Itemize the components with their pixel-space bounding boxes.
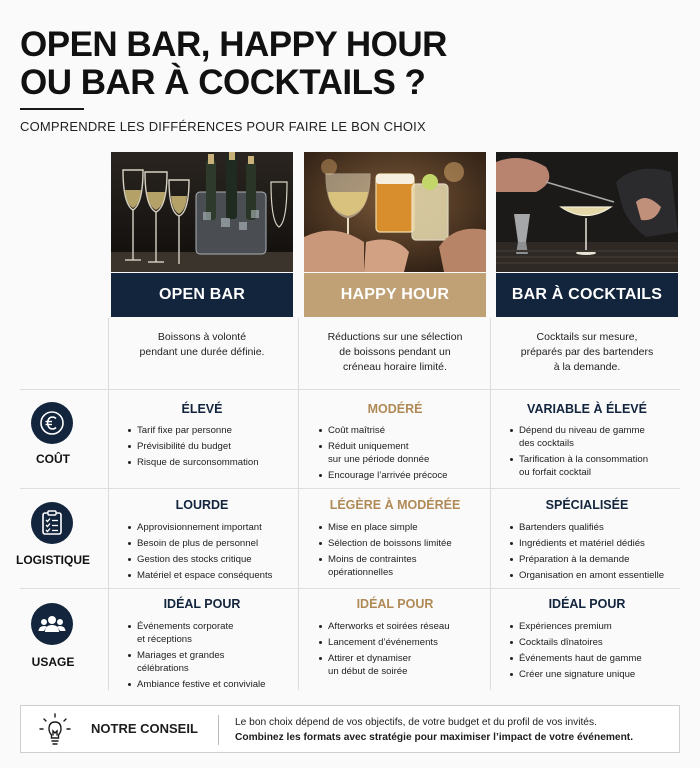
bullet-list bbox=[509, 521, 684, 585]
bullet-list bbox=[318, 521, 493, 582]
column-divider bbox=[108, 318, 109, 690]
lightbulb-icon bbox=[37, 712, 73, 748]
row-label-usage: USAGE bbox=[31, 655, 75, 669]
cell-title-cout-happy-hour: MODÉRÉ bbox=[367, 402, 423, 416]
list-item: Tarif fixe par personne bbox=[127, 424, 302, 437]
description-text: Boissons à volonté pendant une durée définie. bbox=[139, 331, 265, 358]
list-item: Cocktails dînatoires bbox=[509, 636, 684, 649]
title-underline bbox=[20, 108, 84, 110]
bullet-list bbox=[318, 424, 493, 485]
cell-title-logistique-happy-hour: LÉGÈRE À MODÉRÉE bbox=[329, 498, 461, 512]
cell-title-cout-bar-a-cocktails: VARIABLE À ÉLEVÉ bbox=[527, 402, 647, 416]
list-item: Lancement d’événements bbox=[318, 636, 493, 649]
column-header-bar-a-cocktails: BAR À COCKTAILS bbox=[496, 273, 678, 317]
conseil-box bbox=[20, 705, 680, 753]
cell-title-logistique-bar-a-cocktails: SPÉCIALISÉE bbox=[545, 498, 629, 512]
list-item: Matériel et espace conséquents bbox=[127, 569, 302, 582]
title-line-2: OU BAR À COCKTAILS ? bbox=[20, 63, 426, 102]
row-divider bbox=[20, 588, 680, 589]
row-divider bbox=[20, 488, 680, 489]
conseil-text-line-1: Le bon choix dépend de vos objectifs, de votre budget et du profil de vos invités. bbox=[235, 717, 597, 728]
list-item: Moins de contraintes opérationnelles bbox=[318, 553, 493, 579]
list-item: Réduit uniquement sur une période donnée bbox=[318, 440, 493, 466]
list-item: Dépend du niveau de gamme des cocktails bbox=[509, 424, 684, 450]
row-label-logistique: LOGISTIQUE bbox=[15, 553, 90, 567]
list-item: Événements corporate et réceptions bbox=[127, 620, 302, 646]
list-item: Encourage l’arrivée précoce bbox=[318, 469, 493, 482]
list-item: Créer une signature unique bbox=[509, 668, 684, 681]
title-line-1: OPEN BAR, HAPPY HOUR bbox=[20, 25, 447, 64]
list-item: Sélection de boissons limitée bbox=[318, 537, 493, 550]
conseil-text bbox=[235, 715, 675, 745]
cell-title-logistique-open-bar: LOURDE bbox=[175, 498, 229, 512]
row-divider bbox=[20, 389, 680, 390]
happy-hour-photo bbox=[304, 152, 486, 272]
list-item: Mariages et grandes célébrations bbox=[127, 649, 302, 675]
bullet-list bbox=[127, 620, 302, 694]
list-item: Attirer et dynamiser un début de soirée bbox=[318, 652, 493, 678]
bullet-list bbox=[318, 620, 493, 681]
people-group-icon bbox=[31, 603, 73, 645]
list-item: Tarification à la consommation ou forfait cocktail bbox=[509, 453, 684, 479]
list-item: Afterworks et soirées réseau bbox=[318, 620, 493, 633]
conseil-divider bbox=[218, 715, 219, 745]
row-label-cout: COÛT bbox=[36, 452, 70, 466]
cell-title-usage-open-bar: IDÉAL POUR bbox=[163, 597, 241, 611]
list-item: Événements haut de gamme bbox=[509, 652, 684, 665]
column-header-happy-hour: HAPPY HOUR bbox=[304, 273, 486, 317]
description-text: Cocktails sur mesure, préparés par des bartenders à la demande. bbox=[520, 331, 654, 373]
cell-title-usage-happy-hour: IDÉAL POUR bbox=[356, 597, 434, 611]
bar-a-cocktails-photo bbox=[496, 152, 678, 272]
list-item: Mise en place simple bbox=[318, 521, 493, 534]
column-description-happy-hour bbox=[304, 330, 486, 375]
list-item: Besoin de plus de personnel bbox=[127, 537, 302, 550]
column-description-bar-a-cocktails bbox=[496, 330, 678, 375]
list-item: Prévisibilité du budget bbox=[127, 440, 302, 453]
cell-title-cout-open-bar: ÉLEVÉ bbox=[181, 402, 223, 416]
conseil-text-line-2: Combinez les formats avec stratégie pour maximiser l’impact de votre événement. bbox=[235, 732, 634, 743]
column-header-open-bar: OPEN BAR bbox=[111, 273, 293, 317]
bullet-list bbox=[509, 620, 684, 684]
column-description-open-bar bbox=[111, 330, 293, 360]
euro-icon bbox=[31, 402, 73, 444]
list-item: Préparation à la demande bbox=[509, 553, 684, 566]
conseil-title: NOTRE CONSEIL bbox=[91, 721, 198, 736]
list-item: Coût maîtrisé bbox=[318, 424, 493, 437]
list-item: Ingrédients et matériel dédiés bbox=[509, 537, 684, 550]
bullet-list bbox=[127, 424, 302, 472]
bullet-list bbox=[509, 424, 684, 482]
list-item: Organisation en amont essentielle bbox=[509, 569, 684, 582]
bullet-list bbox=[127, 521, 302, 585]
list-item: Risque de surconsommation bbox=[127, 456, 302, 469]
cell-title-usage-bar-a-cocktails: IDÉAL POUR bbox=[548, 597, 626, 611]
list-item: Ambiance festive et conviviale bbox=[127, 678, 302, 691]
description-text: Réductions sur une sélection de boissons pendant un créneau horaire limité. bbox=[327, 331, 463, 373]
list-item: Bartenders qualifiés bbox=[509, 521, 684, 534]
list-item: Gestion des stocks critique bbox=[127, 553, 302, 566]
page-title bbox=[20, 26, 447, 102]
list-item: Approvisionnement important bbox=[127, 521, 302, 534]
list-item: Expériences premium bbox=[509, 620, 684, 633]
clipboard-checklist-icon bbox=[31, 502, 73, 544]
open-bar-photo bbox=[111, 152, 293, 272]
page-subtitle: COMPRENDRE LES DIFFÉRENCES POUR FAIRE LE BON CHOIX bbox=[20, 119, 426, 134]
